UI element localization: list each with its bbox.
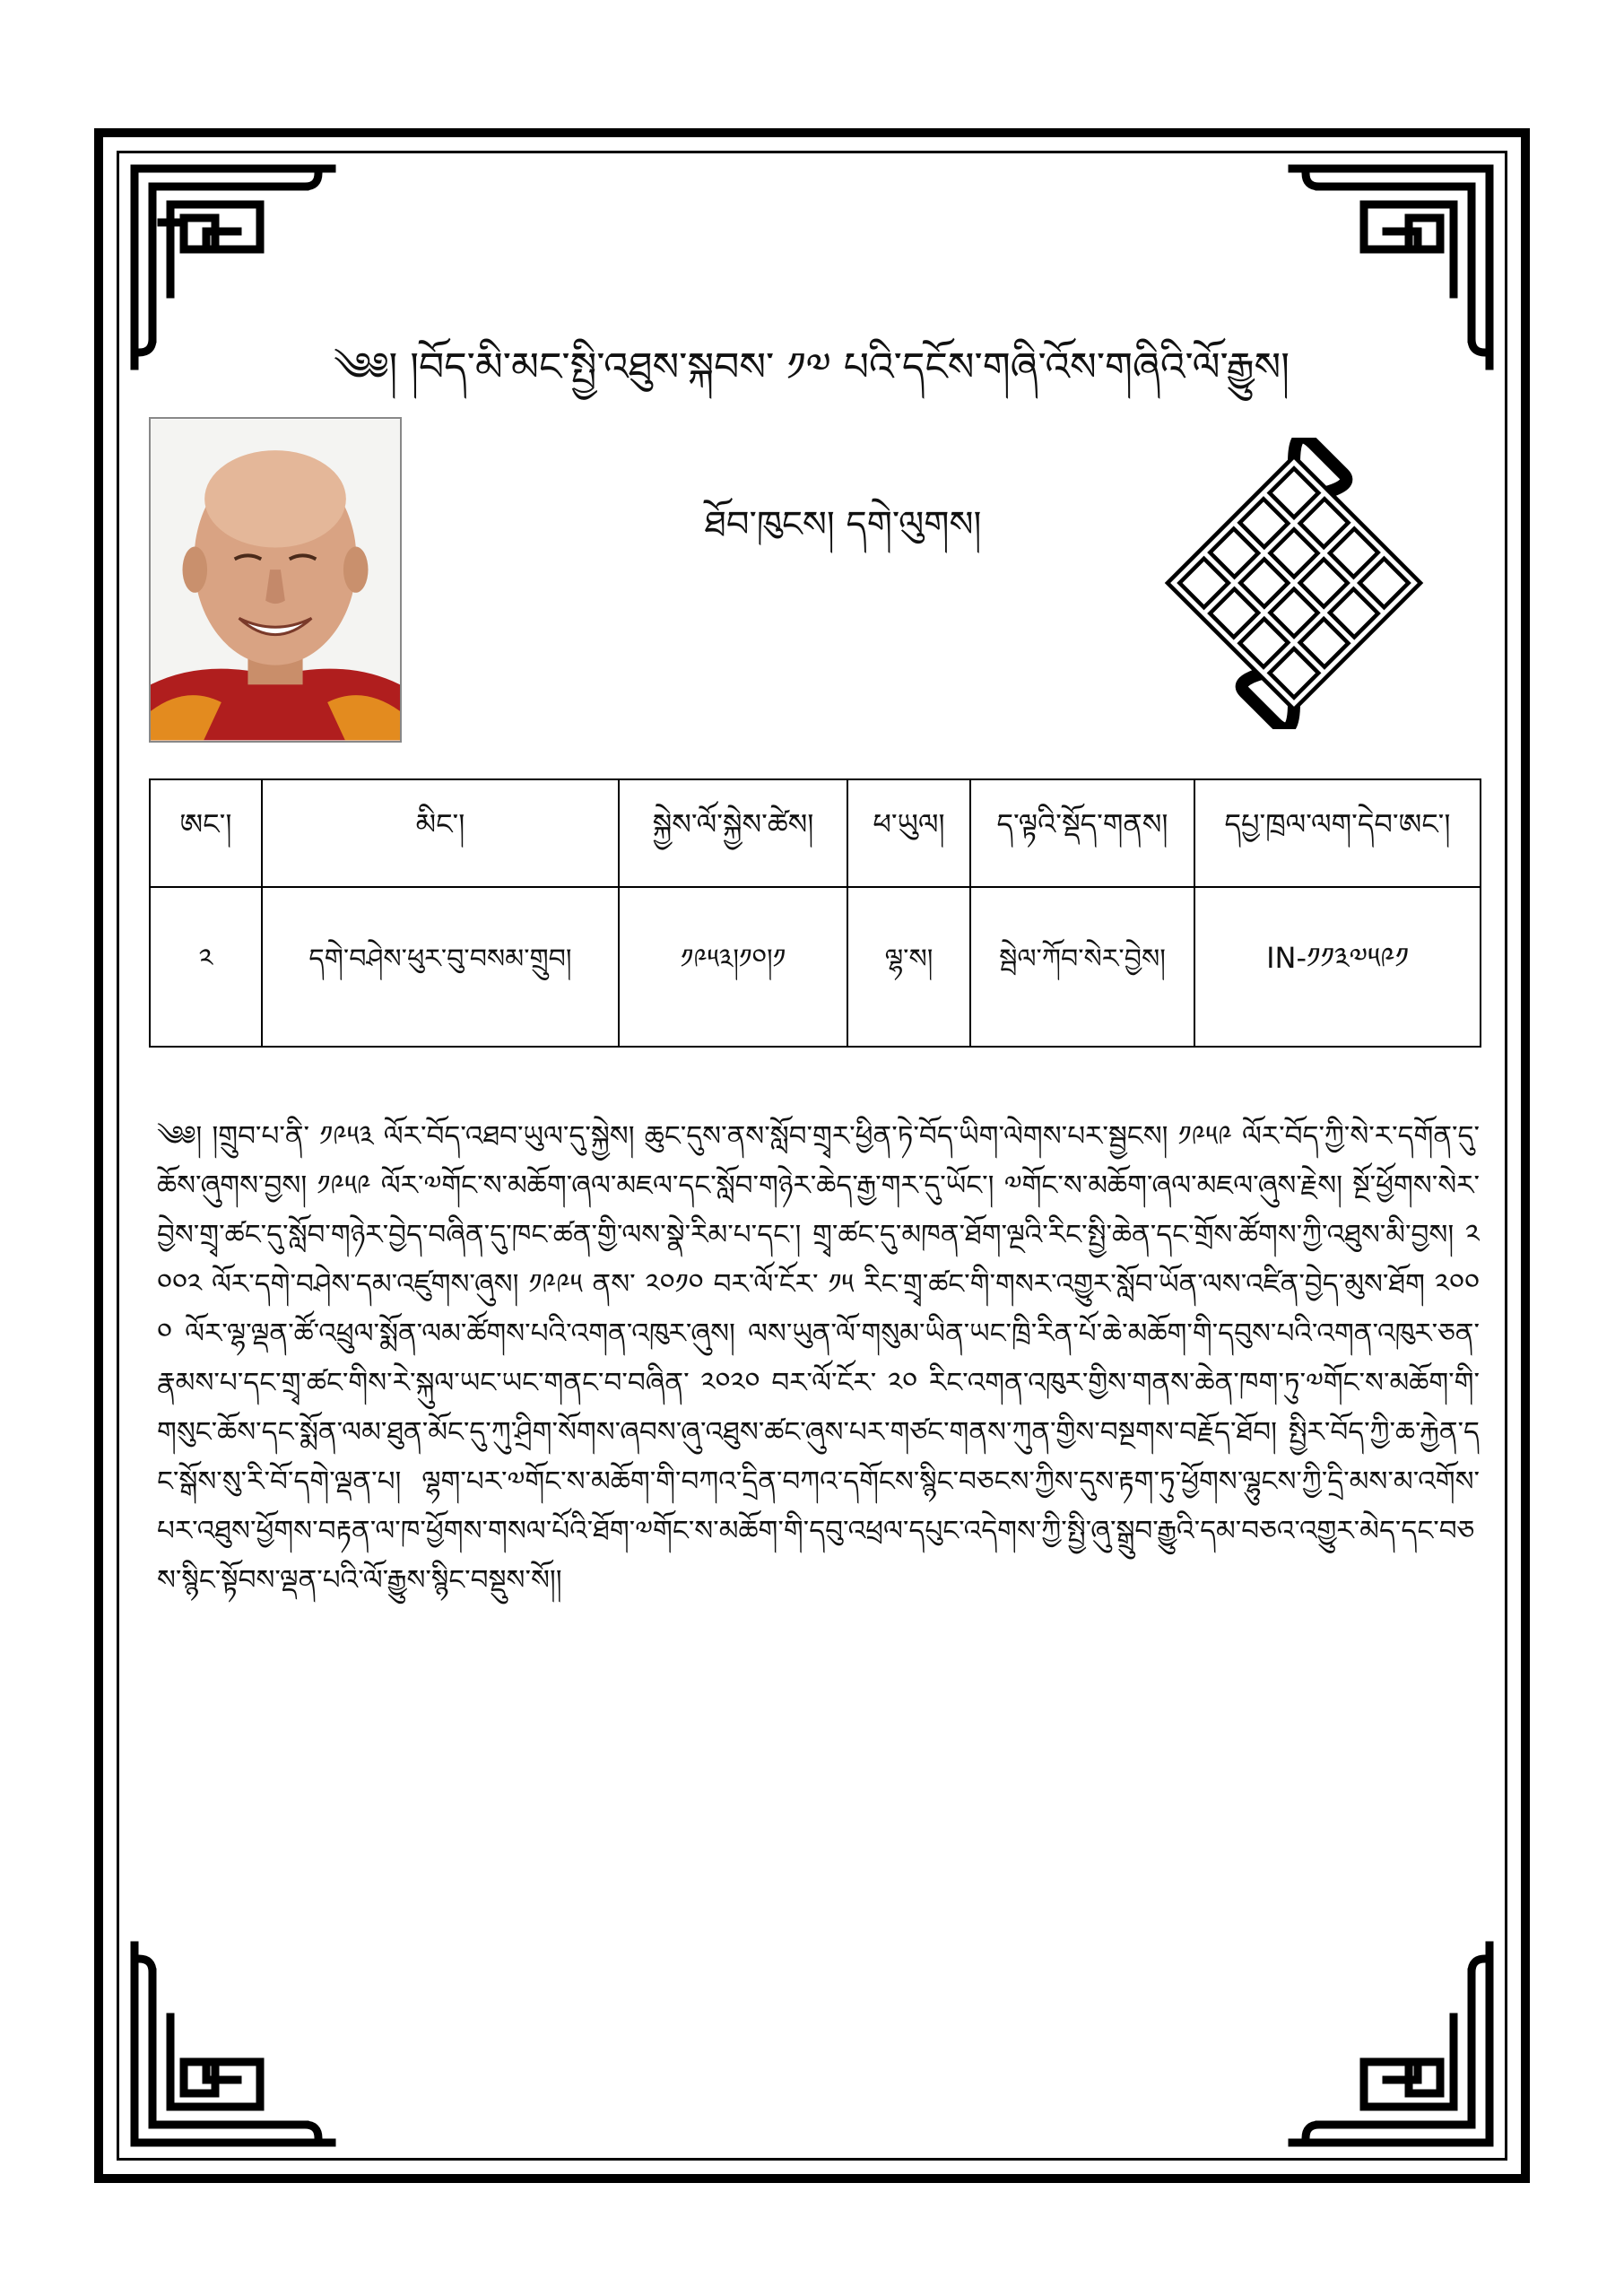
biography-text: ༄༅། །གྲུབ་པ་ནི་ ༡༩༥༣ ལོར་བོད་འཐབ་ཡུལ་དུ་སྐྱེས། ཆུང་དུས་ནས་སློབ་གྲྭར་ཕྱིན་ཏེ་བོད་ཡིག་ལེགས་པར་སྦྱངས། ༡༩༥༩ ལོར་བོད་ཀྱི་སེ་ར་དགོན་དུ་ཆོས་ཞུགས་བྱས། ༡༩༥༩ ལོར་༧གོང་ས་མཆོག་ཞལ་མཇལ་དང་སློབ་གཉེར་ཆེད་རྒྱ་གར་དུ་ཡོང་། ༧གོང་ས་མཆོག་ཞལ་མཇལ་ཞུས་རྗེས། སྔོ་ཕྱོགས་སེར་བྱེས་གྲྭ་ཚང་དུ་སློབ་གཉེར་བྱེད་བཞིན་དུ་ཁང་ཚན་གྱི་ལས་སྣེ་རིམ་པ་དང་། གྲྭ་ཚང་དུ་མཁན་ཐོག་ལྔའི་རིང་སྤྱི་ཆེན་དང་གྲོས་ཚོགས་ཀྱི་འཐུས་མི་བྱས། ༢༠༠༢ ལོར་དགེ་བཤེས་དམ་འཛུགས་ཞུས། ༡༩༩༥ ནས་ ༢༠༡༠ བར་ལོ་ངོར་ ༡༥ རིང་གྲྭ་ཚང་གི་གསར་འགྱུར་སློབ་ཡོན་ལས་འཛིན་བྱེད་མུས་ཐོག ༢༠༠༠ ལོར་ལྷ་ལྡན་ཚོ་འཕྲུལ་སྨོན་ལམ་ཚོགས་པའི་འགན་འཁུར་ཞུས། ལས་ཡུན་ལོ་གསུམ་ཡིན་ཡང་ཁྲི་རིན་པོ་ཆེ་མཆོག་གི་དབུས་པའི་འགན་འཁུར་ཅན་རྣམས་པ་དང་གྲྭ་ཚང་གིས་རེ་སྐུལ་ཡང་ཡང་གནང་བ་བཞིན་ ༢༠༢༠ བར་ལོ་ངོར་ ༢༠ རིང་འགན་འཁུར་གྱིས་གནས་ཆེན་ཁག་ཏུ་༧གོང་ས་མཆོག་གི་གསུང་ཆོས་དང་སྨོན་ལམ་ཐུན་མོང་དུ་ཀུ་ཤྲིག་སོགས་ཞབས་ཞུ་འཐུས་ཚང་ཞུས་པར་གཙང་གནས་ཀུན་གྱིས་བསྔགས་བརྗོད་ཐོབ། སྤྱིར་བོད་ཀྱི་ཆ་རྐྱེན་དང་སྒོས་སུ་རི་བོ་དགེ་ལྡན་པ། ལྷག་པར་༧གོང་ས་མཆོག་གི་བཀའ་དྲིན་བཀའ་དགོངས་སྙིང་བཅངས་ཀྱིས་དུས་རྟག་ཏུ་ཕྱོགས་ལྷུངས་ཀྱི་དྲི་མས་མ་འགོས་པར་འཐུས་ཕྱོགས་བརྟན་ལ་ཁ་ཕྱོགས་གསལ་པོའི་ཐོག་༧གོང་ས་མཆོག་གི་དབུ་འཕྲལ་དཔུང་འདེགས་ཀྱི་སྤྱི་ཞུ་སྒྲུབ་རྒྱུའི་དམ་བཅའ་འགྱུར་མེད་དང་བཅས་སྙིང་སྟོབས་ལྡན་པའི་ལོ་རྒྱུས་སྙིང་བསྡུས་སོ།། [157,1120,1480,1596]
header-name: མིང་། [262,779,619,887]
header-number: ཨང་། [150,779,262,887]
cell-name: དགེ་བཤེས་ཕུར་བུ་བསམ་གྲུབ། [262,887,619,1047]
table-row [150,887,1481,1047]
header-green-book-number: དཔྱ་ཁྲལ་ལག་དེབ་ཨང་། [1194,779,1481,887]
cell-current-residence: སྦེལ་ཀོབ་སེར་བྱེས། [970,887,1194,1047]
page-title: ༄༅། །བོད་མི་མང་སྤྱི་འཐུས་སྐབས་ ༡༧ པའི་དངོས་གཞི་འོས་གཞིའི་ལོ་རྒྱུས། [333,344,1290,390]
cell-green-book-number: IN-༡༡༣༧༥༩༡ [1194,887,1481,1047]
header-current-residence: ད་ལྟའི་སྡོད་གནས། [970,779,1194,887]
header-birth-date: སྐྱེས་ལོ་སྐྱེས་ཚེས། [619,779,847,887]
header-hometown: ཕ་ཡུལ། [847,779,970,887]
candidate-photo [149,417,402,743]
cell-number: ༢ [150,887,262,1047]
table-header-row [150,779,1481,887]
endless-knot-icon [1164,438,1424,729]
corner-ornament-bottom-right [1283,1936,1498,2152]
corner-ornament-bottom-left [126,1936,341,2152]
cell-birth-date: ༡༩༥༣།༡༠།༡ [619,887,847,1047]
cell-hometown: ལྷ་ས། [847,887,970,1047]
constituency-label: ཐོབ་ཁུངས། དགེ་ལུགས། [704,504,982,545]
candidate-info-table [149,778,1481,1048]
